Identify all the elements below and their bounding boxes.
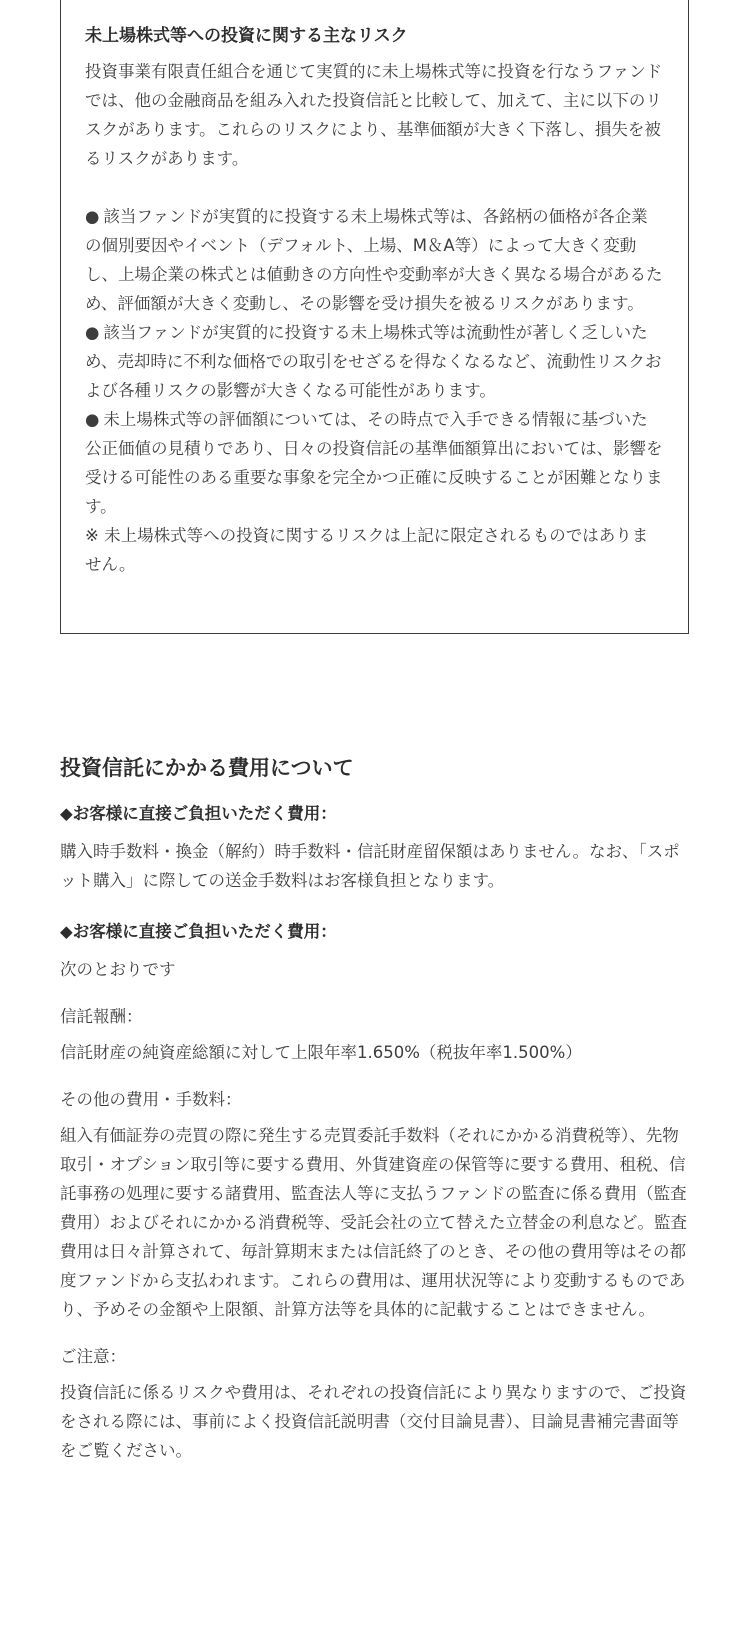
risk-bullet-list (85, 202, 664, 579)
other-fees-label: その他の費用・手数料： (60, 1090, 242, 1109)
risk-title: 未上場株式等への投資に関する主なリスク (85, 26, 408, 46)
risk-bullet-item (85, 202, 664, 318)
risk-bullet-item (85, 318, 664, 405)
caution-text: 投資信託に係るリスクや費用は、それぞれの投資信託により異なりますので、ご投資をされる際には、事前によく投資信託説明書（交付目論見書）、目論見書補完書面等をご覧ください。 (60, 1383, 687, 1460)
other-fees-text: 組入有価証券の売買の際に発生する売買委託手数料（それにかかる消費税等）、先物取引・オプション取引等に要する費用、外貨建資産の保管等に要する費用、租税、信託事務の処理に要する諸費用、監査法人等に支払うファンドの監査に係る費用（監査費用）およびそれにかかる消費税等、受託会社の立て替えた立替金の利息など。監査費用は日々計算されて、毎計算期末または信託終了のとき、その他の費用等はその都度ファンドから支払われます。これらの費用は、運用状況等により変動するものであり、予めその金額や上限額、計算方法等を具体的に記載することはできません。 (60, 1126, 687, 1319)
risk-intro: 投資事業有限責任組合を通じて実質的に未上場株式等に投資を行なうファンドでは、他の金融商品を組み入れた投資信託と比較して、加えて、主に以下のリスクがあります。これらのリスクにより、基準価額が大きく下落し、損失を被るリスクがあります。 (85, 62, 663, 168)
direct-cost-text: 購入時手数料・換金（解約）時手数料・信託財産留保額はありません。なお、「スポット購入」に際しての送金手数料はお客様負担となります。 (60, 842, 680, 890)
trust-fee-label: 信託報酬： (60, 1007, 143, 1026)
bullet-icon: ● (85, 207, 100, 226)
risk-bullet-text: 該当ファンドが実質的に投資する未上場株式等は、各銘柄の価格が各企業の個別要因やイベント（デフォルト、上場、M＆A等）によって大きく変動し、上場企業の株式とは値動きの方向性や変動率が大きく異なる場合があるため、評価額が大きく変動し、その影響を受け損失を被るリスクがあります。 (85, 207, 663, 313)
bullet-icon: ● (85, 323, 100, 342)
risk-bullet-text: 未上場株式等の評価額については、その時点で入手できる情報に基づいた公正価値の見積りであり、日々の投資信託の基準価額算出においては、影響を受ける可能性のある重要な事象を完全かつ正確に反映することが困難となります。 (85, 410, 663, 516)
trust-fee-text: 信託財産の純資産総額に対して上限年率1.650%（税抜年率1.500%） (60, 1043, 582, 1062)
bullet-icon: ● (85, 410, 100, 429)
direct-cost-title: ◆お客様に直接ご負担いただく費用： (60, 804, 337, 823)
risk-disclosure-box (60, 0, 689, 634)
fees-heading: 投資信託にかかる費用について (60, 756, 354, 780)
fees-section (60, 753, 690, 1465)
caution-label: ご注意： (60, 1347, 126, 1366)
risk-note: ※ 未上場株式等への投資に関するリスクは上記に限定されるものではありません。 (85, 526, 649, 574)
risk-bullet-item (85, 405, 664, 521)
indirect-cost-text: 次のとおりです (60, 960, 176, 979)
risk-bullet-text: 該当ファンドが実質的に投資する未上場株式等は流動性が著しく乏しいため、売却時に不利な価格での取引をせざるを得なくなるなど、流動性リスクおよび各種リスクの影響が大きくなる可能性があります。 (85, 323, 662, 400)
indirect-cost-title: ◆お客様に直接ご負担いただく費用： (60, 922, 337, 941)
